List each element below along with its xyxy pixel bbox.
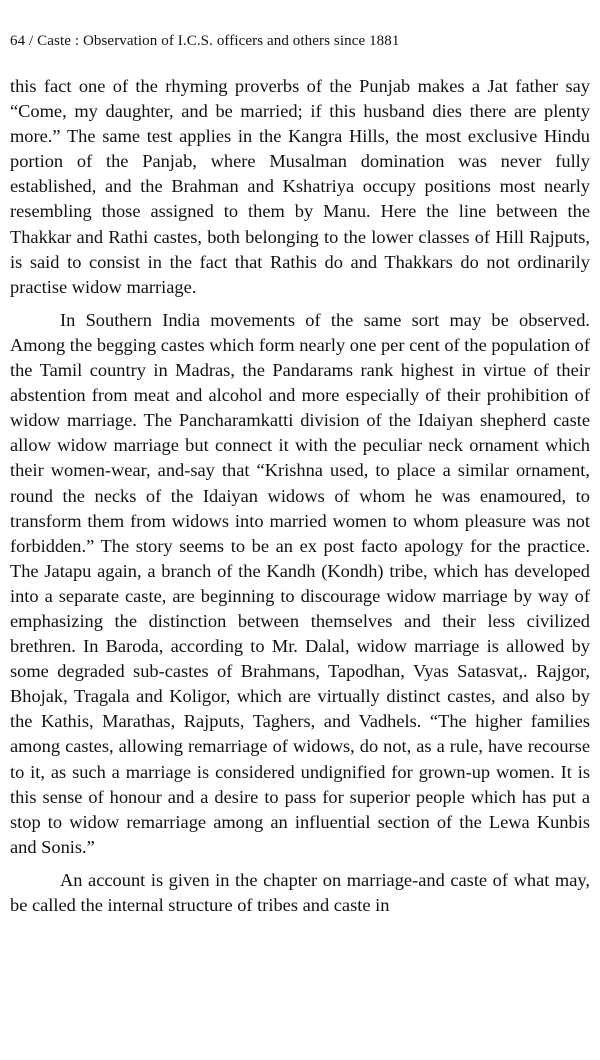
paragraph-1: this fact one of the rhyming proverbs of the Punjab makes a Jat father say “Come, my daughter, and be married; if this husband dies there are plenty more.” The same test applies in the Kangra Hills, the most exclusive Hindu portion of the Panjab, where Musalman domination was never fully established, and the Brahman and Kshatriya occupy positions most nearly resembling those assigned to them by Manu. Here the line between the Thakkar and Rathi castes, both belonging to the lower classes of Hill Rajputs, is said to consist in the fact that Rathis do and Thakkars do not ordinarily practise widow marriage.	[10, 76, 590, 297]
body-text	[10, 74, 590, 926]
paragraph-2: In Southern India movements of the same sort may be observed. Among the begging castes which form nearly one per cent of the population of the Tamil country in Madras, the Pandarams rank highest in virtue of their abstention from meat and alcohol and more especially of their prohibition of widow marriage. The Pancharamkatti division of the Idaiyan shepherd caste allow widow marriage but connect it with the peculiar neck ornament which their women-wear, and-say that “Krishna used, to place a similar ornament, round the necks of the Idaiyan widows of whom he was enamoured, to transform them from widows into married women to whom pleasure was not forbidden.” The story seems to be an ex post facto apology for the practice. The Jatapu again, a branch of the Kandh (Kondh) tribe, which has developed into a separate caste, are beginning to discourage widow marriage by way of emphasizing the distinction between themselves and their less civilized brethren. In Baroda, according to Mr. Dalal, widow marriage is allowed by some degraded sub-castes of Brahmans, Tapodhan, Vyas Satasvat,. Rajgor, Bhojak, Tragala and Koligor, which are virtually distinct castes, and also by the Kathis, Marathas, Rajputs, Taghers, and Vadhels. “The higher families among castes, allowing remarriage of widows, do not, as a rule, have recourse to it, as such a marriage is considered undignified for grown-up women. It is this sense of honour and a desire to pass for superior people which has put a stop to widow remarriage among an influential section of the Lewa Kunbis and Sonis.”	[10, 309, 590, 857]
running-head: 64 / Caste : Observation of I.C.S. officers and others since 1881	[10, 33, 400, 49]
book-page	[10, 0, 590, 1060]
paragraph-3: An account is given in the chapter on marriage-and caste of what may, be called the internal structure of tribes and caste in	[10, 869, 590, 915]
